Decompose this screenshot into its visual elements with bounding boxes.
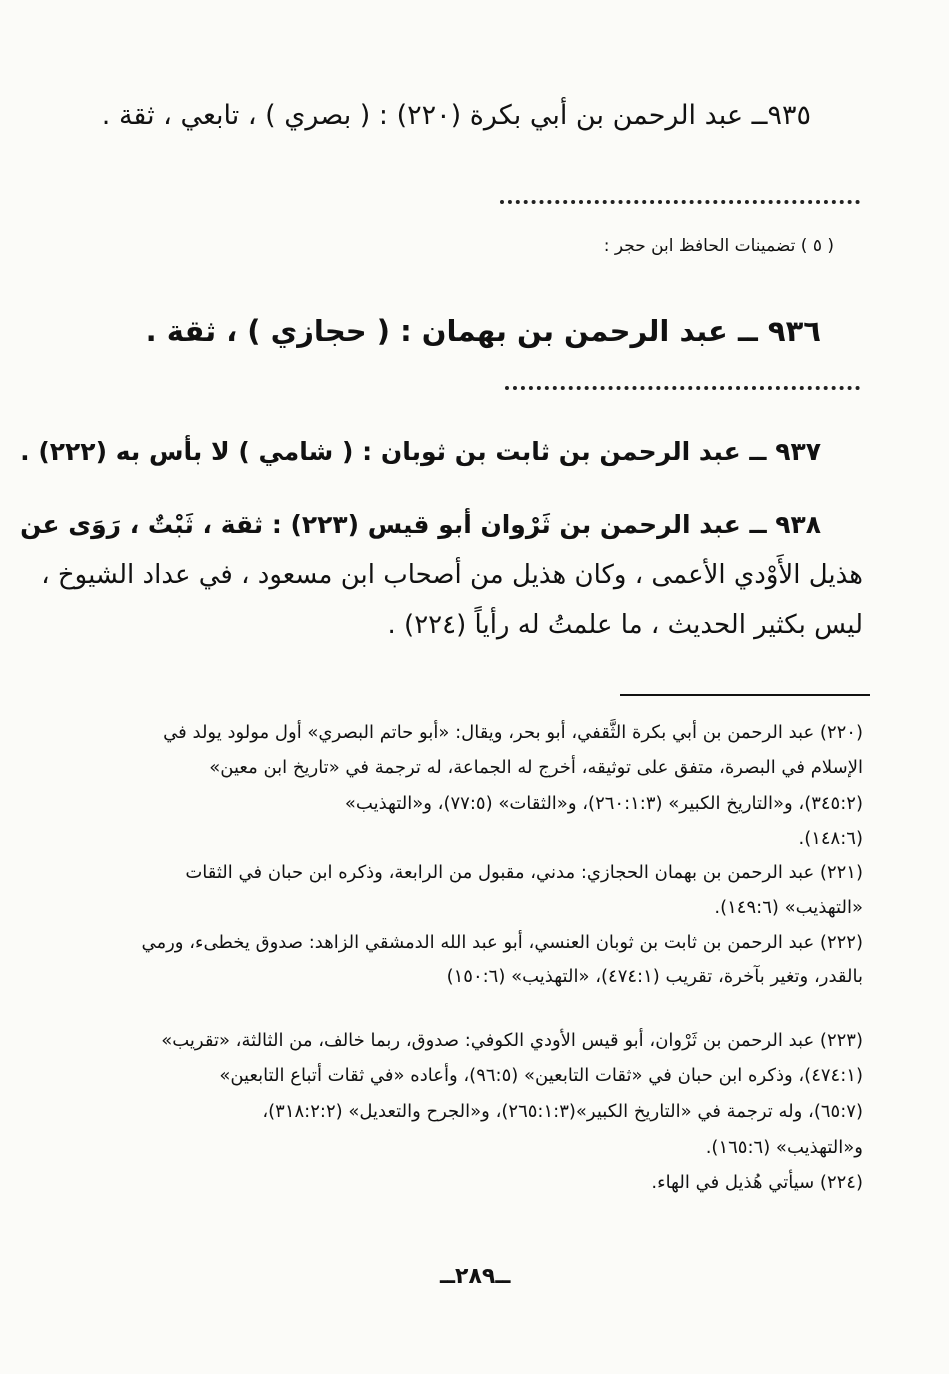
footnote-line: (٣٤٥:٢)، و«التاريخ الكبير» (٢٦٠:١:٣)، و«الثقات» (٧٧:٥)، و«التهذيب» [344,793,863,814]
page-number: ــ٢٨٩ــ [440,1264,511,1289]
entry-938-line-2: هذيل الأَوْدي الأعمى ، وكان هذيل من أصحاب ابن مسعود ، في عداد الشيوخ ، [41,560,863,590]
dotted-separator [505,386,860,390]
dotted-separator [500,200,860,204]
footnote-line: (٢٢٠) عبد الرحمن بن أبي بكرة الثَّقفي، أبو بحر، ويقال: «أبو حاتم البصري» أول مولود يولد في [163,722,863,743]
footnote-line: (٢٢٣) عبد الرحمن بن ثَرْوان، أبو قيس الأودي الكوفي: صدوق، ربما خالف، من الثالثة، «تقريب» [161,1030,863,1051]
footnote-line: بالقدر، وتغير بآخرة، تقريب (٤٧٤:١)، «التهذيب» (١٥٠:٦) [446,966,863,987]
footnote-line: (٤٧٤:١)، وذكره ابن حبان في «ثقات التابعين» (٩٦:٥)، وأعاده «في ثقات أتباع التابعين» [219,1065,863,1086]
entry-935: ٩٣٥ــ عبد الرحمن بن أبي بكرة (٢٢٠) : ( بصري ) ، تابعي ، ثقة . [101,100,811,131]
footnote-separator [620,694,870,696]
footnote-line: (١٤٨:٦). [798,828,863,849]
editor-note: ( ٥ ) تضمينات الحافظ ابن حجر : [603,236,834,256]
footnote-line: الإسلام في البصرة، متفق على توثيقه، أخرج له الجماعة، له ترجمة في «تاريخ ابن معين» [209,757,863,778]
entry-938-line-1: ٩٣٨ ــ عبد الرحمن بن ثَرْوان أبو قيس (٢٢٣) : ثقة ، ثَبْتٌ ، رَوَى عن [20,510,821,539]
footnote-line: و«التهذيب» (١٦٥:٦). [705,1137,863,1158]
footnote-line: (٦٥:٧)، وله ترجمة في «التاريخ الكبير»(٢٦٥:١:٣)، و«الجرح والتعديل» (٣١٨:٢:٢)، [262,1101,863,1122]
footnote-line: (٢٢١) عبد الرحمن بن بهمان الحجازي: مدني، مقبول من الرابعة، وذكره ابن حبان في الثقات [185,862,863,883]
entry-936: ٩٣٦ ــ عبد الرحمن بن بهمان : ( حجازي ) ، ثقة . [145,314,821,348]
footnote-line: (٢٢٤) سيأتي هُذيل في الهاء. [651,1172,863,1193]
footnote-line: «التهذيب» (١٤٩:٦). [714,897,863,918]
footnote-line: (٢٢٢) عبد الرحمن بن ثابت بن ثوبان العنسي، أبو عبد الله الدمشقي الزاهد: صدوق يخطىء، ورمي [141,932,863,953]
entry-938-line-3: ليس بكثير الحديث ، ما علمتُ له رأياً (٢٢٤) . [387,610,863,640]
entry-937: ٩٣٧ ــ عبد الرحمن بن ثابت بن ثوبان : ( شامي ) لا بأس به (٢٢٢) . [20,437,821,466]
